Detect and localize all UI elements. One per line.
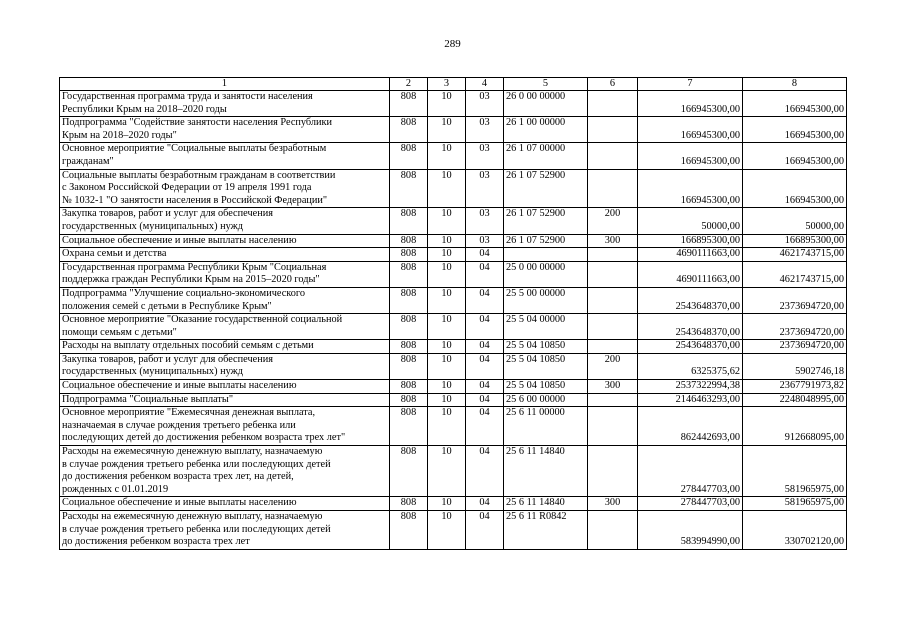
section-code-cell: 10 — [428, 340, 466, 354]
admin-code-cell: 808 — [390, 511, 428, 550]
section-code-cell: 10 — [428, 511, 466, 550]
row-name-cell: Подпрограмма "Улучшение социально-экономического положения семей с детьми в Республике Крым" — [60, 287, 390, 313]
row-name-cell: Основное мероприятие "Оказание государственной социальной помощи семьям с детьми" — [60, 314, 390, 340]
target-article-cell: 26 1 00 00000 — [504, 117, 588, 143]
amount-year1-cell: 166945300,00 — [638, 91, 743, 117]
subsection-code-cell: 04 — [466, 380, 504, 394]
admin-code-cell: 808 — [390, 497, 428, 511]
target-article-cell: 25 6 11 14840 — [504, 497, 588, 511]
column-number: 7 — [638, 78, 743, 91]
amount-year1-cell: 583994990,00 — [638, 511, 743, 550]
section-code-cell: 10 — [428, 143, 466, 169]
amount-year1-cell: 2537322994,38 — [638, 380, 743, 394]
table-row — [60, 91, 847, 117]
amount-year1-cell: 166945300,00 — [638, 169, 743, 208]
subsection-code-cell: 04 — [466, 497, 504, 511]
admin-code-cell: 808 — [390, 353, 428, 379]
budget-table — [59, 77, 847, 550]
page-number: 289 — [444, 38, 461, 50]
admin-code-cell: 808 — [390, 208, 428, 234]
table-row — [60, 143, 847, 169]
column-number: 6 — [588, 78, 638, 91]
target-article-cell: 25 6 11 14840 — [504, 446, 588, 497]
row-name-cell: Государственная программа труда и занятости населения Республики Крым на 2018–2020 годы — [60, 91, 390, 117]
section-code-cell: 10 — [428, 208, 466, 234]
subsection-code-cell: 03 — [466, 143, 504, 169]
subsection-code-cell: 03 — [466, 234, 504, 248]
table-row — [60, 407, 847, 446]
amount-year1-cell: 862442693,00 — [638, 407, 743, 446]
expense-type-cell — [588, 340, 638, 354]
table-row — [60, 169, 847, 208]
admin-code-cell: 808 — [390, 234, 428, 248]
expense-type-cell: 300 — [588, 380, 638, 394]
row-name-cell: Подпрограмма "Социальные выплаты" — [60, 393, 390, 407]
expense-type-cell — [588, 248, 638, 262]
section-code-cell: 10 — [428, 380, 466, 394]
amount-year1-cell: 6325375,62 — [638, 353, 743, 379]
amount-year2-cell: 4621743715,00 — [743, 248, 847, 262]
admin-code-cell: 808 — [390, 314, 428, 340]
row-name-cell: Государственная программа Республики Крым "Социальная поддержка граждан Республики Крым на 2015–2020 годы" — [60, 261, 390, 287]
row-name-cell: Социальные выплаты безработным гражданам в соответствии с Законом Российской Федерации от 19 апреля 1991 года № 1032-1 "О занятости населения в Российской Федерации" — [60, 169, 390, 208]
expense-type-cell — [588, 169, 638, 208]
admin-code-cell: 808 — [390, 143, 428, 169]
amount-year1-cell: 2543648370,00 — [638, 314, 743, 340]
amount-year2-cell: 2373694720,00 — [743, 340, 847, 354]
row-name-cell: Закупка товаров, работ и услуг для обеспечения государственных (муниципальных) нужд — [60, 353, 390, 379]
subsection-code-cell: 04 — [466, 353, 504, 379]
table-row — [60, 380, 847, 394]
section-code-cell: 10 — [428, 117, 466, 143]
target-article-cell: 25 5 04 10850 — [504, 380, 588, 394]
row-name-cell: Расходы на ежемесячную денежную выплату, назначаемую в случае рождения третьего ребенка или последующих детей до достижения ребенком возраста трех лет — [60, 511, 390, 550]
amount-year1-cell: 4690111663,00 — [638, 248, 743, 262]
target-article-cell: 25 6 11 R0842 — [504, 511, 588, 550]
amount-year2-cell: 581965975,00 — [743, 446, 847, 497]
subsection-code-cell: 04 — [466, 287, 504, 313]
target-article-cell: 26 1 07 52900 — [504, 234, 588, 248]
admin-code-cell: 808 — [390, 117, 428, 143]
amount-year2-cell: 166945300,00 — [743, 143, 847, 169]
amount-year2-cell: 166945300,00 — [743, 169, 847, 208]
column-number: 2 — [390, 78, 428, 91]
target-article-cell: 25 6 11 00000 — [504, 407, 588, 446]
section-code-cell: 10 — [428, 314, 466, 340]
column-number: 5 — [504, 78, 588, 91]
section-code-cell: 10 — [428, 248, 466, 262]
amount-year1-cell: 2543648370,00 — [638, 287, 743, 313]
expense-type-cell — [588, 287, 638, 313]
subsection-code-cell: 04 — [466, 511, 504, 550]
expense-type-cell — [588, 143, 638, 169]
table-row — [60, 497, 847, 511]
admin-code-cell: 808 — [390, 446, 428, 497]
expense-type-cell — [588, 91, 638, 117]
expense-type-cell: 200 — [588, 353, 638, 379]
row-name-cell: Социальное обеспечение и иные выплаты населению — [60, 234, 390, 248]
table-row — [60, 340, 847, 354]
section-code-cell: 10 — [428, 261, 466, 287]
target-article-cell: 25 0 00 00000 — [504, 261, 588, 287]
expense-type-cell — [588, 314, 638, 340]
amount-year2-cell: 166945300,00 — [743, 117, 847, 143]
row-name-cell: Основное мероприятие "Ежемесячная денежная выплата, назначаемая в случае рождения третьего ребенка или последующих детей до достижения ребенком возраста трех лет" — [60, 407, 390, 446]
section-code-cell: 10 — [428, 287, 466, 313]
expense-type-cell — [588, 261, 638, 287]
amount-year2-cell: 581965975,00 — [743, 497, 847, 511]
expense-type-cell — [588, 393, 638, 407]
amount-year2-cell: 166895300,00 — [743, 234, 847, 248]
table-row — [60, 446, 847, 497]
amount-year2-cell: 50000,00 — [743, 208, 847, 234]
admin-code-cell: 808 — [390, 169, 428, 208]
target-article-cell: 25 5 04 10850 — [504, 340, 588, 354]
amount-year2-cell: 4621743715,00 — [743, 261, 847, 287]
table-row — [60, 248, 847, 262]
amount-year2-cell: 330702120,00 — [743, 511, 847, 550]
amount-year2-cell: 5902746,18 — [743, 353, 847, 379]
subsection-code-cell: 03 — [466, 91, 504, 117]
admin-code-cell: 808 — [390, 261, 428, 287]
section-code-cell: 10 — [428, 169, 466, 208]
target-article-cell: 26 1 07 00000 — [504, 143, 588, 169]
table-row — [60, 511, 847, 550]
target-article-cell: 26 1 07 52900 — [504, 169, 588, 208]
amount-year2-cell: 2248048995,00 — [743, 393, 847, 407]
section-code-cell: 10 — [428, 446, 466, 497]
table-row — [60, 287, 847, 313]
expense-type-cell — [588, 511, 638, 550]
section-code-cell: 10 — [428, 234, 466, 248]
subsection-code-cell: 04 — [466, 261, 504, 287]
expense-type-cell: 300 — [588, 497, 638, 511]
amount-year2-cell: 2373694720,00 — [743, 314, 847, 340]
column-number: 8 — [743, 78, 847, 91]
amount-year1-cell: 166945300,00 — [638, 143, 743, 169]
column-number: 3 — [428, 78, 466, 91]
subsection-code-cell: 04 — [466, 407, 504, 446]
table-row — [60, 314, 847, 340]
amount-year1-cell: 4690111663,00 — [638, 261, 743, 287]
table-row — [60, 353, 847, 379]
row-name-cell: Социальное обеспечение и иные выплаты населению — [60, 380, 390, 394]
amount-year2-cell: 2367791973,82 — [743, 380, 847, 394]
amount-year1-cell: 278447703,00 — [638, 497, 743, 511]
amount-year1-cell: 50000,00 — [638, 208, 743, 234]
target-article-cell: 25 5 04 00000 — [504, 314, 588, 340]
expense-type-cell — [588, 446, 638, 497]
section-code-cell: 10 — [428, 91, 466, 117]
amount-year1-cell: 2146463293,00 — [638, 393, 743, 407]
column-number: 1 — [60, 78, 390, 91]
table-row — [60, 393, 847, 407]
expense-type-cell — [588, 117, 638, 143]
amount-year1-cell: 278447703,00 — [638, 446, 743, 497]
table-row — [60, 234, 847, 248]
subsection-code-cell: 03 — [466, 208, 504, 234]
target-article-cell: 25 5 00 00000 — [504, 287, 588, 313]
subsection-code-cell: 03 — [466, 117, 504, 143]
admin-code-cell: 808 — [390, 340, 428, 354]
admin-code-cell: 808 — [390, 407, 428, 446]
target-article-cell: 25 5 04 10850 — [504, 353, 588, 379]
expense-type-cell: 300 — [588, 234, 638, 248]
table-row — [60, 261, 847, 287]
admin-code-cell: 808 — [390, 380, 428, 394]
row-name-cell: Подпрограмма "Содействие занятости населения Республики Крым на 2018–2020 годы" — [60, 117, 390, 143]
amount-year1-cell: 2543648370,00 — [638, 340, 743, 354]
row-name-cell: Охрана семьи и детства — [60, 248, 390, 262]
section-code-cell: 10 — [428, 353, 466, 379]
subsection-code-cell: 04 — [466, 393, 504, 407]
column-number-row — [60, 78, 847, 91]
admin-code-cell: 808 — [390, 248, 428, 262]
admin-code-cell: 808 — [390, 91, 428, 117]
subsection-code-cell: 03 — [466, 169, 504, 208]
subsection-code-cell: 04 — [466, 248, 504, 262]
amount-year1-cell: 166945300,00 — [638, 117, 743, 143]
expense-type-cell: 200 — [588, 208, 638, 234]
row-name-cell: Закупка товаров, работ и услуг для обеспечения государственных (муниципальных) нужд — [60, 208, 390, 234]
row-name-cell: Социальное обеспечение и иные выплаты населению — [60, 497, 390, 511]
table-body — [60, 78, 847, 550]
expense-type-cell — [588, 407, 638, 446]
subsection-code-cell: 04 — [466, 314, 504, 340]
section-code-cell: 10 — [428, 407, 466, 446]
amount-year2-cell: 166945300,00 — [743, 91, 847, 117]
row-name-cell: Расходы на выплату отдельных пособий семьям с детьми — [60, 340, 390, 354]
row-name-cell: Расходы на ежемесячную денежную выплату, назначаемую в случае рождения третьего ребенка или последующих детей до достижения ребенком возраста трех лет, на детей, рожденных с 01.01.2019 — [60, 446, 390, 497]
subsection-code-cell: 04 — [466, 340, 504, 354]
admin-code-cell: 808 — [390, 393, 428, 407]
table-row — [60, 117, 847, 143]
amount-year1-cell: 166895300,00 — [638, 234, 743, 248]
target-article-cell — [504, 248, 588, 262]
section-code-cell: 10 — [428, 497, 466, 511]
amount-year2-cell: 912668095,00 — [743, 407, 847, 446]
section-code-cell: 10 — [428, 393, 466, 407]
admin-code-cell: 808 — [390, 287, 428, 313]
target-article-cell: 26 1 07 52900 — [504, 208, 588, 234]
target-article-cell: 26 0 00 00000 — [504, 91, 588, 117]
table-row — [60, 208, 847, 234]
amount-year2-cell: 2373694720,00 — [743, 287, 847, 313]
subsection-code-cell: 04 — [466, 446, 504, 497]
row-name-cell: Основное мероприятие "Социальные выплаты безработным гражданам" — [60, 143, 390, 169]
target-article-cell: 25 6 00 00000 — [504, 393, 588, 407]
column-number: 4 — [466, 78, 504, 91]
